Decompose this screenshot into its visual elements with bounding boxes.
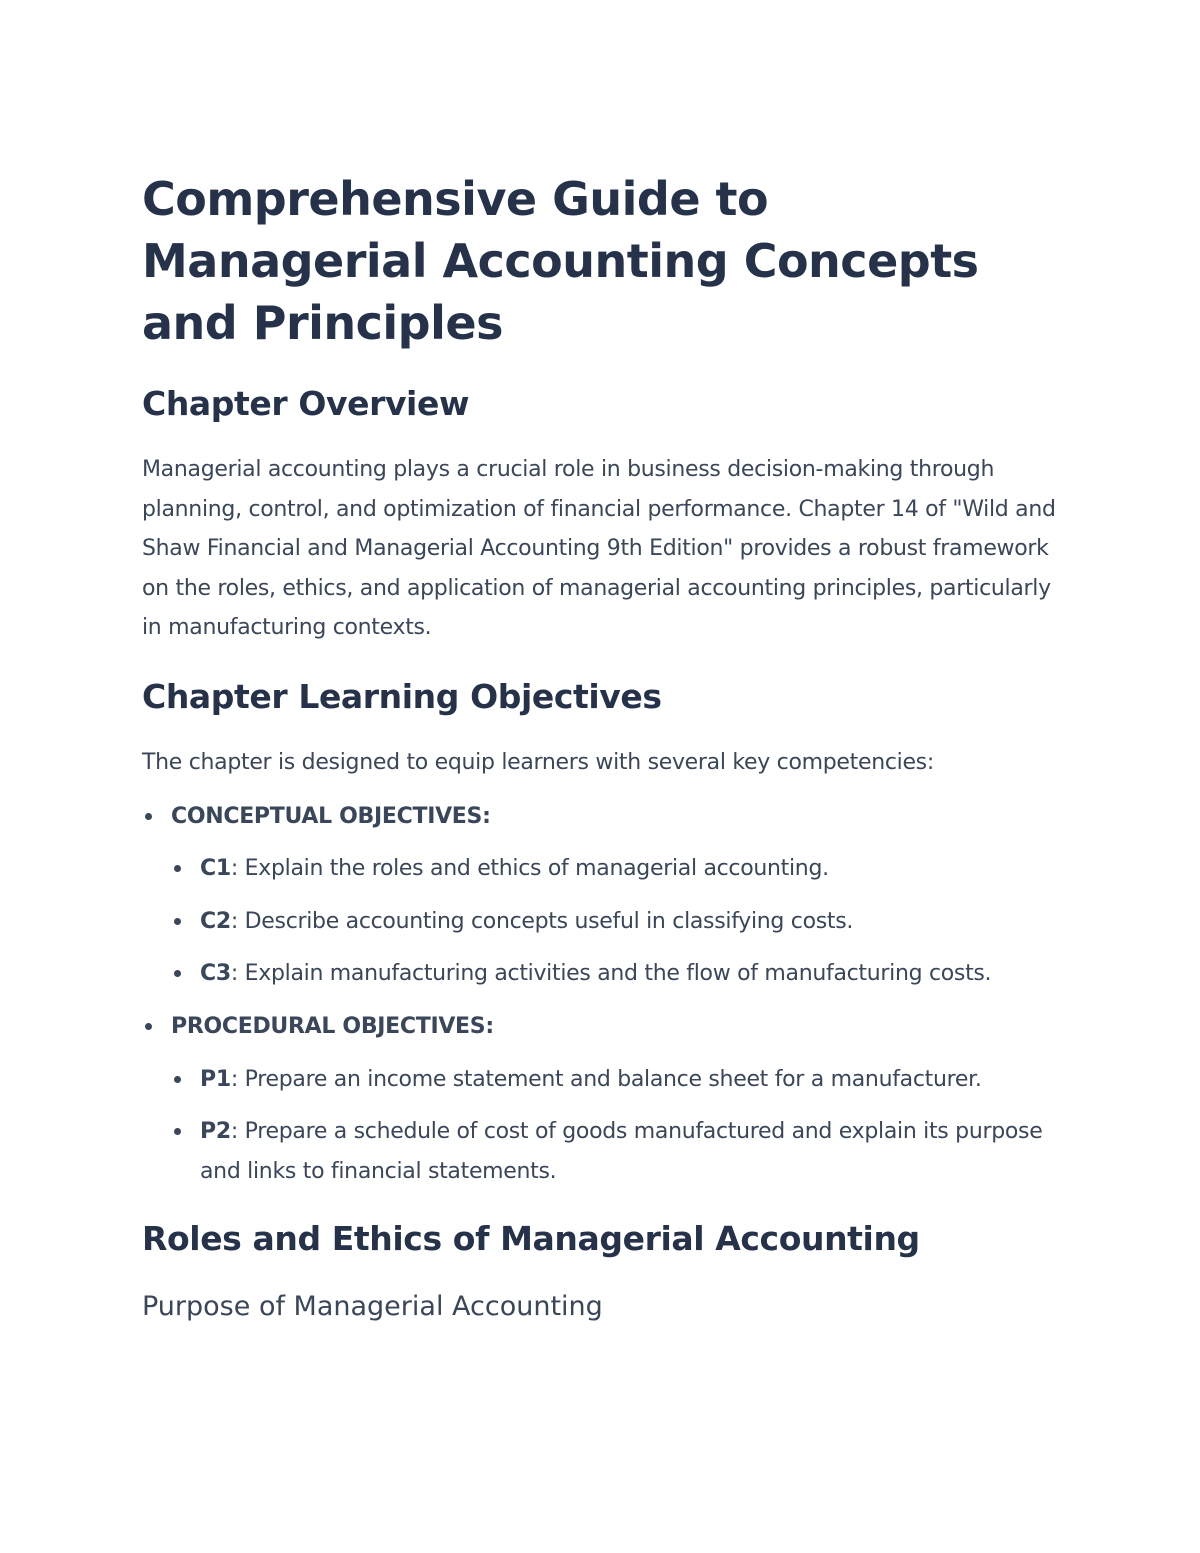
objective-item bbox=[171, 1112, 1062, 1191]
document-title: Comprehensive Guide to Managerial Accounting Concepts and Principles bbox=[142, 172, 979, 350]
objective-group-procedural bbox=[142, 1007, 1062, 1191]
document-page bbox=[142, 168, 1062, 1325]
objective-text: : Explain the roles and ethics of managerial accounting. bbox=[230, 856, 829, 882]
objective-group-label: CONCEPTUAL OBJECTIVES: bbox=[171, 803, 491, 829]
overview-paragraph: Managerial accounting plays a crucial role in business decision-making through planning, control, and optimization of financial performance. Chapter 14 of "Wild and Shaw Financial and Managerial Accounting 9th Edition" provides a robust framework on the roles, ethics, and application of managerial accounting principles, particularly in manufacturing contexts. bbox=[142, 457, 1056, 641]
objective-group-label: PROCEDURAL OBJECTIVES: bbox=[171, 1013, 494, 1039]
bullet-icon bbox=[145, 1023, 152, 1030]
section-heading-objectives: Chapter Learning Objectives bbox=[142, 676, 662, 716]
objective-code: P2 bbox=[200, 1119, 231, 1145]
bullet-icon bbox=[174, 918, 181, 925]
objective-sublist bbox=[171, 1060, 1062, 1192]
bullet-icon bbox=[145, 813, 152, 820]
objective-item bbox=[171, 902, 1062, 942]
objective-item bbox=[171, 849, 1062, 889]
objectives-intro: The chapter is designed to equip learners with several key competencies: bbox=[142, 749, 934, 775]
objective-item bbox=[171, 1060, 1062, 1100]
bullet-icon bbox=[174, 970, 181, 977]
objectives-list bbox=[142, 797, 1062, 1192]
objective-code: C1 bbox=[200, 856, 231, 882]
objective-code: C3 bbox=[200, 961, 231, 987]
objective-sublist bbox=[171, 849, 1062, 994]
bullet-icon bbox=[174, 865, 181, 872]
objective-text: : Explain manufacturing activities and the flow of manufacturing costs. bbox=[230, 961, 992, 987]
section-heading-overview: Chapter Overview bbox=[142, 384, 470, 423]
objective-code: P1 bbox=[200, 1066, 231, 1092]
section-heading-roles: Roles and Ethics of Managerial Accounting bbox=[142, 1219, 920, 1259]
objective-text: : Prepare an income statement and balance sheet for a manufacturer. bbox=[230, 1066, 982, 1092]
objective-group-conceptual bbox=[142, 797, 1062, 994]
objective-text: : Prepare a schedule of cost of goods manufactured and explain its purpose and links to financial statements. bbox=[200, 1119, 1043, 1184]
objective-item bbox=[171, 954, 1062, 994]
subsection-heading-purpose: Purpose of Managerial Accounting bbox=[142, 1291, 603, 1323]
bullet-icon bbox=[174, 1128, 181, 1135]
bullet-icon bbox=[174, 1076, 181, 1083]
objective-text: : Describe accounting concepts useful in classifying costs. bbox=[230, 908, 854, 934]
objective-code: C2 bbox=[200, 908, 231, 934]
